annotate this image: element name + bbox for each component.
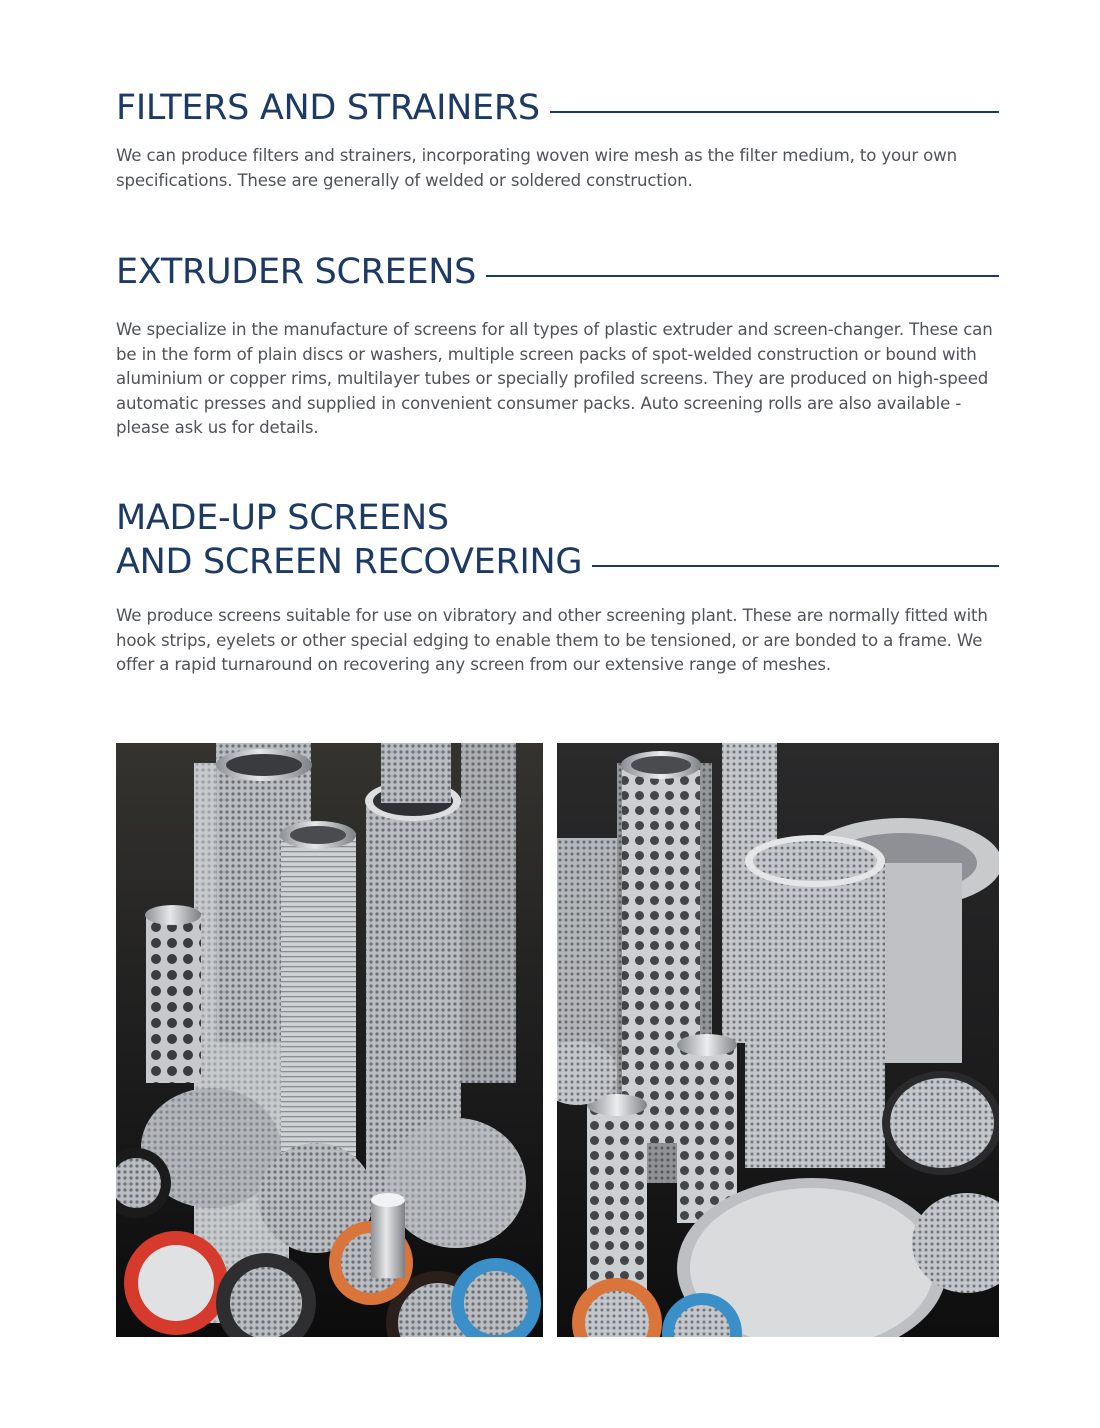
section-title: FILTERS AND STRAINERS xyxy=(116,88,540,128)
section-body: We can produce filters and strainers, incorporating woven wire mesh as the filter medium, to your own specifications. These are generally of welded or soldered construction. xyxy=(116,146,957,190)
section-heading xyxy=(116,250,999,294)
product-photo-left-image xyxy=(116,743,543,1337)
heading-rule xyxy=(486,275,999,277)
section-title-line-1: MADE-UP SCREENS xyxy=(116,498,449,538)
product-photo-right-image xyxy=(557,743,999,1337)
section-heading xyxy=(116,86,999,130)
product-photo-left xyxy=(116,743,543,1337)
heading-rule xyxy=(592,565,999,567)
heading-rule xyxy=(550,111,999,113)
product-photo-right xyxy=(557,743,999,1337)
section-body: We specialize in the manufacture of screens for all types of plastic extruder and screen-changer. These can be in the form of plain discs or washers, multiple screen packs of spot-welded construction or bound with aluminium or copper rims, multilayer tubes or specially profiled screens. They are produced on high-speed automatic presses and supplied in convenient consumer packs. Auto screening rolls are also available - please ask us for details. xyxy=(116,320,993,437)
section-title: EXTRUDER SCREENS xyxy=(116,252,477,292)
section-title-line-2: AND SCREEN RECOVERING xyxy=(116,542,583,582)
section-body: We produce screens suitable for use on vibratory and other screening plant. These are normally fitted with hook strips, eyelets or other special edging to enable them to be tensioned, or are bonded to a frame. We offer a rapid turnaround on recovering any screen from our extensive range of meshes. xyxy=(116,606,988,674)
section-extruder-screens xyxy=(116,250,999,441)
section-heading xyxy=(116,540,999,584)
section-made-up-screens xyxy=(116,496,999,678)
section-filters-strainers xyxy=(116,86,999,193)
